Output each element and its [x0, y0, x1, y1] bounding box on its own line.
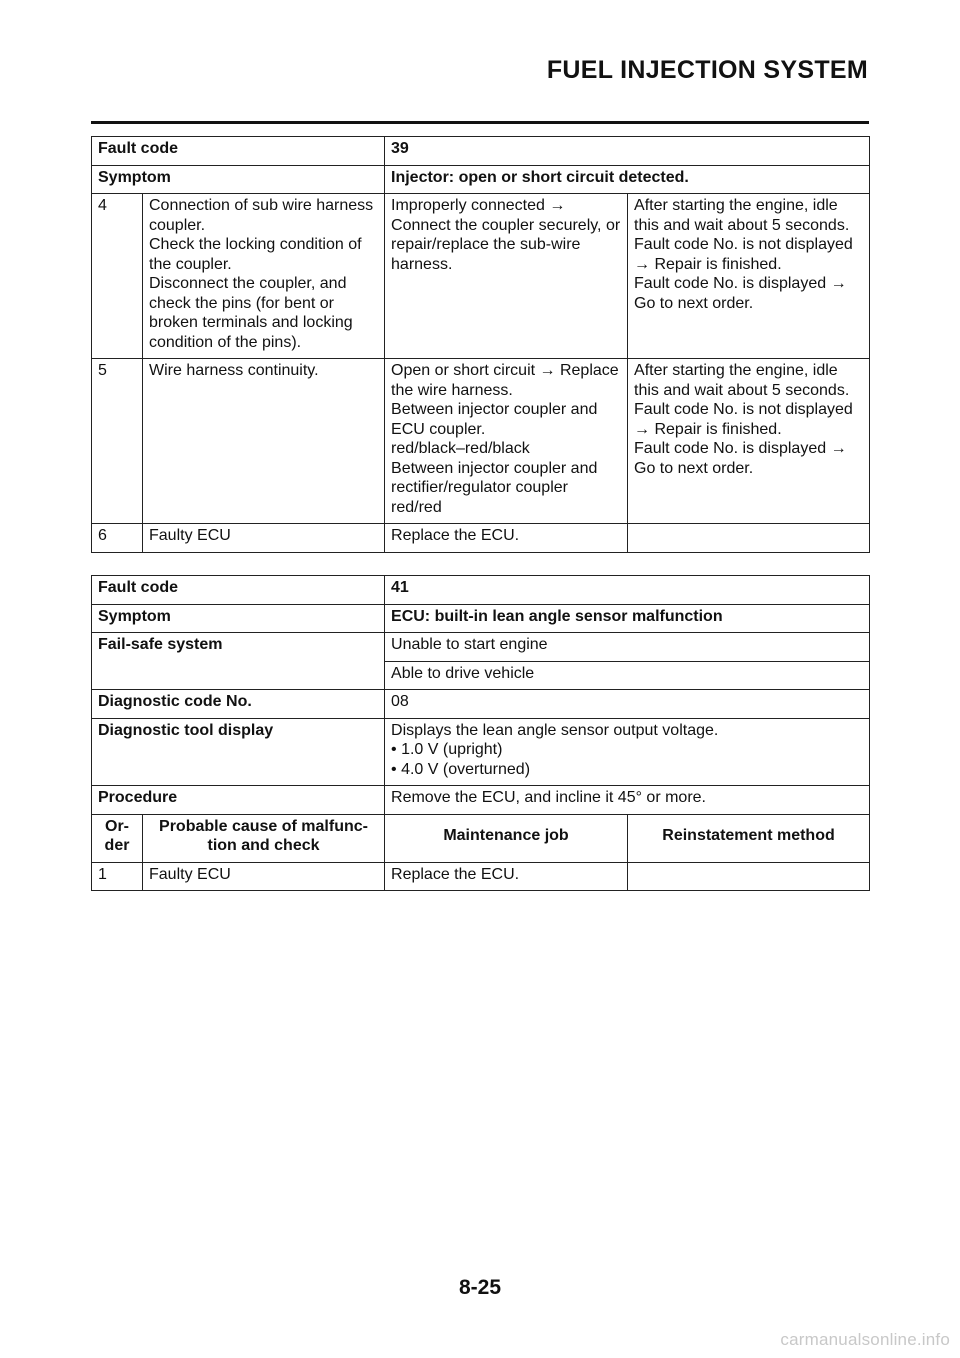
- cause-cell: Connection of sub wire harness coupler. Check the locking condition of the coupler. Disconnect the coupler, and check the pins (for bent or broken terminals and locking condition of the pins).: [143, 194, 385, 359]
- table-row: [92, 194, 870, 359]
- procedure-value: Remove the ECU, and incline it 45° or more.: [385, 786, 870, 815]
- job-cell: Improperly connected → Connect the coupler securely, or repair/replace the sub-wire harness.: [385, 194, 628, 359]
- symptom-value: Injector: open or short circuit detected.: [385, 165, 870, 194]
- job-cell: Open or short circuit → Replace the wire harness. Between injector coupler and ECU coupler. red/black–red/black Between injector coupler and rectifier/regulator coupler red/red: [385, 359, 628, 524]
- fault-code-value: 41: [385, 576, 870, 605]
- diagnostic-tool-label: Diagnostic tool display: [92, 718, 385, 786]
- job-cell: Replace the ECU.: [385, 862, 628, 891]
- table-row: [92, 786, 870, 815]
- column-header-order: Or- der: [92, 814, 143, 862]
- section-title: FUEL INJECTION SYSTEM: [546, 56, 868, 84]
- table-row: [92, 165, 870, 194]
- failsafe-value-1: Unable to start engine: [385, 633, 870, 662]
- diagnostic-code-label: Diagnostic code No.: [92, 690, 385, 719]
- column-header-method: Reinstatement method: [628, 814, 870, 862]
- symptom-label: Symptom: [92, 165, 385, 194]
- diagnostic-tool-value: Displays the lean angle sensor output voltage. • 1.0 V (upright) • 4.0 V (overturned): [385, 718, 870, 786]
- table-row: [92, 576, 870, 605]
- diagnostic-code-value: 08: [385, 690, 870, 719]
- fault-code-label: Fault code: [92, 576, 385, 605]
- table-row: [92, 718, 870, 786]
- cause-cell: Wire harness continuity.: [143, 359, 385, 524]
- column-header-row: [92, 814, 870, 862]
- method-cell: After starting the engine, idle this and wait about 5 seconds. Fault code No. is not displayed → Repair is finished. Fault code No. is displayed → Go to next order.: [628, 194, 870, 359]
- page-number: 8-25: [458, 1276, 502, 1299]
- fault-code-39-table: [91, 136, 870, 553]
- table-row: [92, 690, 870, 719]
- method-cell: [628, 524, 870, 553]
- fault-code-value: 39: [385, 137, 870, 166]
- symptom-value: ECU: built-in lean angle sensor malfunction: [385, 604, 870, 633]
- table-row: [92, 137, 870, 166]
- cause-cell: Faulty ECU: [143, 524, 385, 553]
- title-rule: [91, 121, 869, 124]
- fault-code-41-table: [91, 575, 870, 891]
- symptom-label: Symptom: [92, 604, 385, 633]
- order-cell: 4: [92, 194, 143, 359]
- watermark: carmanualsonline.info: [780, 1330, 950, 1349]
- table-row: [92, 633, 870, 662]
- method-cell: After starting the engine, idle this and wait about 5 seconds. Fault code No. is not displayed → Repair is finished. Fault code No. is displayed → Go to next order.: [628, 359, 870, 524]
- cause-cell: Faulty ECU: [143, 862, 385, 891]
- method-cell: [628, 862, 870, 891]
- fault-code-label: Fault code: [92, 137, 385, 166]
- job-cell: Replace the ECU.: [385, 524, 628, 553]
- order-cell: 5: [92, 359, 143, 524]
- table-row: [92, 359, 870, 524]
- table-row: [92, 604, 870, 633]
- order-cell: 1: [92, 862, 143, 891]
- column-header-job: Maintenance job: [385, 814, 628, 862]
- failsafe-label: Fail-safe system: [92, 633, 385, 690]
- procedure-label: Procedure: [92, 786, 385, 815]
- order-cell: 6: [92, 524, 143, 553]
- column-header-cause: Probable cause of malfunc- tion and check: [143, 814, 385, 862]
- table-row: [92, 524, 870, 553]
- failsafe-value-2: Able to drive vehicle: [385, 661, 870, 690]
- table-row: [92, 862, 870, 891]
